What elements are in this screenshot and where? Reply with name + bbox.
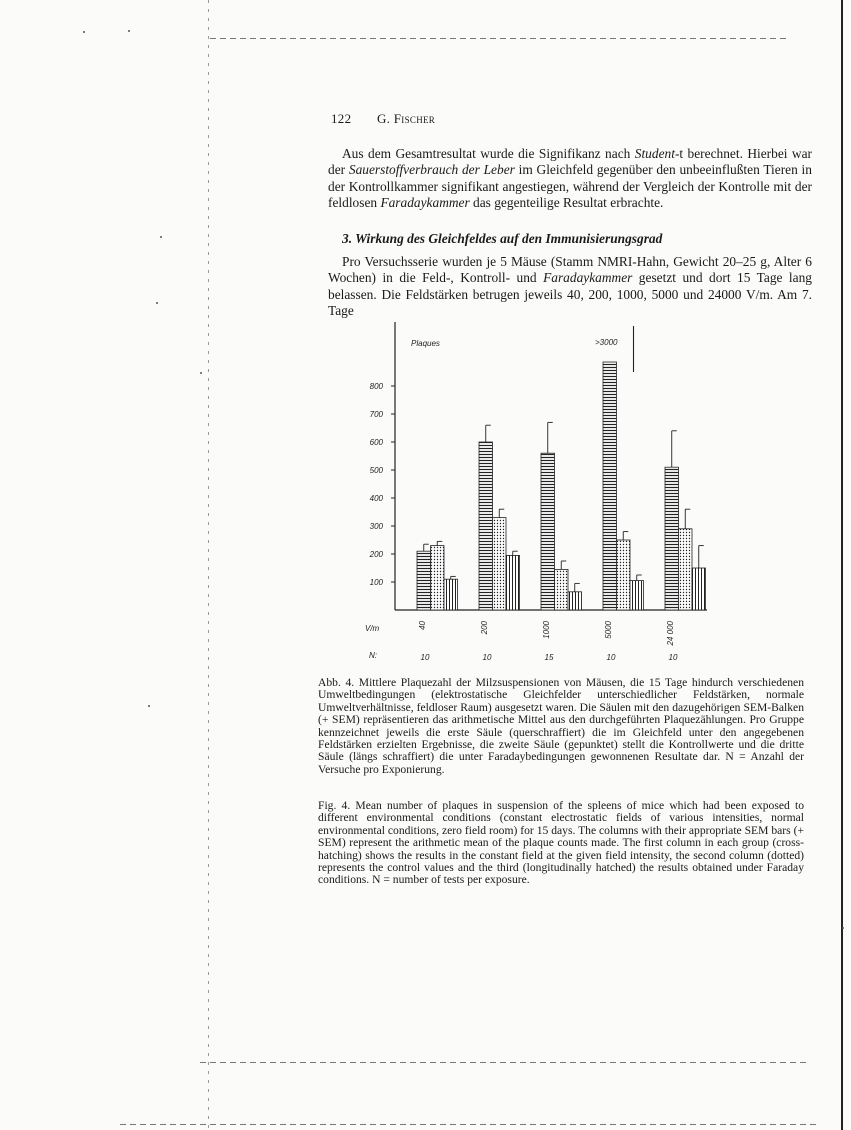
bar-group <box>417 326 706 610</box>
page-number: 122 <box>331 111 352 126</box>
page-edge <box>841 0 843 1130</box>
scan-speck <box>842 927 844 929</box>
x-tick-label: 200 <box>480 621 489 635</box>
bar <box>630 581 644 610</box>
author-name: G. Fischer <box>376 111 436 126</box>
overflow-label: >3000 <box>595 338 618 347</box>
n-value: 10 <box>420 653 430 662</box>
bar <box>493 518 507 610</box>
text-run: im Gleichfeld gegenüber den unbeeinflußten Tieren in der Kontrollkammer signifikant angestiegen, während der Vergleich der Kontrolle mit der feldlosen <box>328 162 812 211</box>
text-run: gesetzt und dort 15 Tage lang belassen. Die Feldstärken betrugen jeweils 40, 200, 1000, 5000 und 24000 V/m. Am 7. Tage <box>328 270 812 319</box>
emphasis: Faradaykammer <box>543 270 633 286</box>
n-value: 10 <box>606 653 616 662</box>
running-header <box>331 111 435 127</box>
body-paragraph-2 <box>328 254 812 320</box>
n-value: 15 <box>544 653 554 662</box>
bar <box>541 453 555 610</box>
scan-top-line <box>210 38 790 39</box>
y-tick-label: 700 <box>369 410 383 419</box>
emphasis: Student <box>634 146 675 161</box>
plaque-bar-chart <box>355 318 735 670</box>
scan-speck <box>148 705 150 707</box>
y-axis-label: Plaques <box>411 339 440 348</box>
emphasis: Faradaykammer <box>380 195 470 211</box>
text-run: -t berechnet. Hierbei war der <box>328 146 813 178</box>
y-tick-label: 500 <box>369 466 383 475</box>
scan-speck <box>156 302 158 304</box>
x-tick-label: 24 000 <box>666 621 675 646</box>
bar <box>555 569 569 610</box>
x-tick-label: 5000 <box>604 621 613 639</box>
x-tick-group <box>418 620 678 662</box>
scan-speck <box>160 236 162 238</box>
y-tick-label: 200 <box>369 550 383 559</box>
x-tick-label: 40 <box>418 621 427 630</box>
bar <box>506 555 520 610</box>
body-paragraph-1 <box>328 146 812 212</box>
scan-speck <box>200 372 202 374</box>
y-tick-label: 400 <box>369 494 383 503</box>
bar <box>692 568 706 610</box>
bar <box>479 442 493 610</box>
text-run: Aus dem Gesamtresultat wurde die Signifikanz nach <box>342 146 635 161</box>
bar <box>617 540 631 610</box>
scan-bottom-line <box>200 1062 810 1063</box>
n-value: 10 <box>668 653 678 662</box>
x-axis-label: V/m <box>365 624 380 633</box>
bar <box>665 467 679 610</box>
bar <box>603 362 617 610</box>
section-heading: 3. Wirkung des Gleichfeldes auf den Immunisierungsgrad <box>342 231 663 246</box>
bar <box>444 579 458 610</box>
scan-bottom-edge <box>120 1124 820 1125</box>
bar <box>568 592 582 610</box>
scan-speck <box>83 31 85 33</box>
bar <box>679 529 693 610</box>
n-value: 10 <box>482 653 492 662</box>
x-tick-label: 1000 <box>542 621 551 639</box>
bar <box>431 546 445 610</box>
emphasis: Sauerstoffverbrauch der Leber <box>348 162 515 178</box>
figure-caption-english: Fig. 4. Mean number of plaques in suspension of the spleens of mice which had been exposed to different environmental conditions (constant electrostatic fields of various intensities, normal environmental conditions, zero field room) for 15 days. The columns with their appropriate SEM bars (+ SEM) represent the arithmetic mean of the plaque counts made. The first column in each group (cross-hatching) shows the results in the constant field at the given field intensity, the second column (dotted) represents the control values and the third (longitudinally hatched) the results obtained under Faraday conditions. N = number of tests per exposure. <box>318 799 804 887</box>
y-tick-label: 800 <box>369 382 383 391</box>
text-run: das gegenteilige Resultat erbrachte. <box>469 195 664 211</box>
y-tick-label: 300 <box>369 522 383 531</box>
text-run: Pro Versuchsserie wurden je 5 Mäuse (Stamm NMRI-Hahn, Gewicht 20–25 g, Alter 6 Wochen) in die Feld-, Kontroll- und <box>328 254 812 286</box>
y-tick-label: 600 <box>369 438 383 447</box>
n-row-label: N: <box>369 651 377 660</box>
y-tick-label: 100 <box>369 578 383 587</box>
scan-speck <box>128 30 130 32</box>
bar <box>417 551 431 610</box>
scan-fold-line <box>208 0 209 1130</box>
y-tick-group <box>369 382 395 587</box>
figure-caption-german: Abb. 4. Mittlere Plaquezahl der Milzsuspensionen von Mäusen, die 15 Tage hindurch verschiedenen Umweltbedingungen (elektrostatische Gleichfelder unterschiedlicher Feldstärken, normale Umweltverhältnisse, feldloser Raum) ausgesetzt waren. Die Säulen mit den dazugehörigen SEM-Balken (+ SEM) repräsentieren das arithmetische Mittel aus den durchgeführten Plaquezählungen. Pro Gruppe kennzeichnet jeweils die erste Säule (querschraffiert) die im Gleichfeld unter den angegebenen Feldstärken erzielten Ergebnisse, die zweite Säule (gepunktet) stellt die Kontrollwerte und die dritte Säule (längs schraffiert) die unter Faradaybedingungen gewonnenen Resultate dar. N = Anzahl der Versuche pro Exponierung. <box>318 676 804 776</box>
